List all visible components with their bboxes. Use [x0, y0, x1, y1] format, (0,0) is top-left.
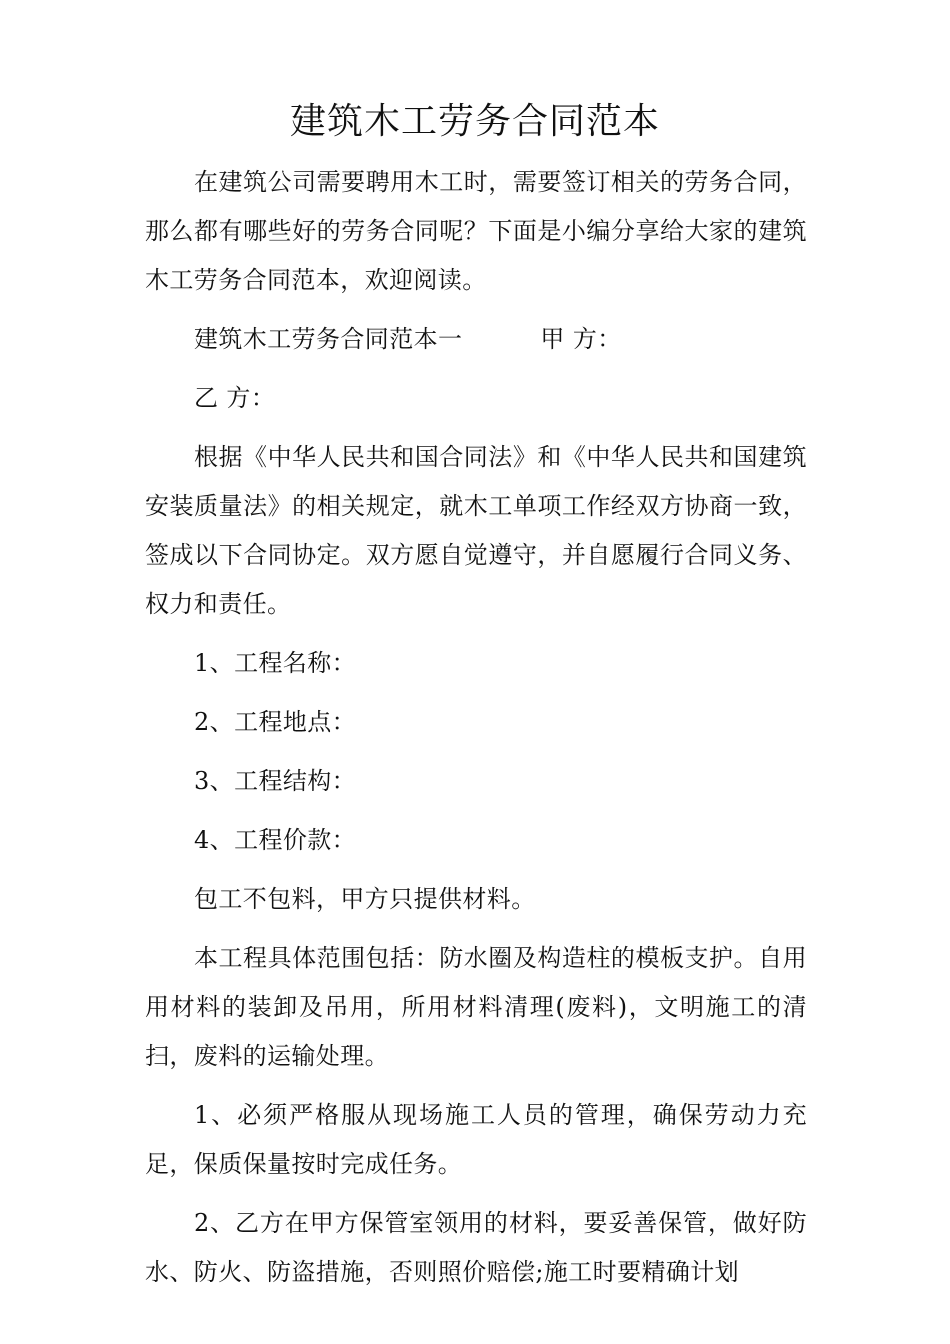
document-body [145, 158, 807, 1307]
intro-paragraph: 在建筑公司需要聘用木工时，需要签订相关的劳务合同，那么都有哪些好的劳务合同呢？下面是小编分享给大家的建筑木工劳务合同范本，欢迎阅读。 [145, 168, 807, 294]
project-price-item: 4、工程价款： [194, 826, 357, 854]
section-heading-line [145, 315, 807, 364]
party-b-label: 乙 方： [194, 384, 276, 412]
section-heading: 建筑木工劳务合同范本一 [194, 325, 463, 353]
labor-only-paragraph: 包工不包料，甲方只提供材料。 [194, 885, 536, 913]
legal-basis-paragraph: 根据《中华人民共和国合同法》和《中华人民共和国建筑安装质量法》的相关规定，就木工单项工作经双方协商一致，签成以下合同协定。双方愿自觉遵守，并自愿履行合同义务、权力和责任。 [145, 443, 807, 618]
obligation-1-paragraph: 1、必须严格服从现场施工人员的管理，确保劳动力充足，保质保量按时完成任务。 [145, 1101, 807, 1178]
party-a-label: 甲 方： [540, 325, 622, 353]
project-name-item: 1、工程名称： [194, 649, 357, 677]
project-structure-item: 3、工程结构： [194, 767, 357, 795]
obligation-2-paragraph: 2、乙方在甲方保管室领用的材料，要妥善保管，做好防水、防火、防盗措施，否则照价赔偿;施工时要精确计划 [145, 1209, 807, 1286]
scope-paragraph: 本工程具体范围包括：防水圈及构造柱的模板支护。自用用材料的装卸及吊用，所用材料清理(废料)，文明施工的清扫，废料的运输处理。 [145, 944, 807, 1070]
project-location-item: 2、工程地点： [194, 708, 357, 736]
document-title: 建筑木工劳务合同范本 [289, 101, 660, 142]
